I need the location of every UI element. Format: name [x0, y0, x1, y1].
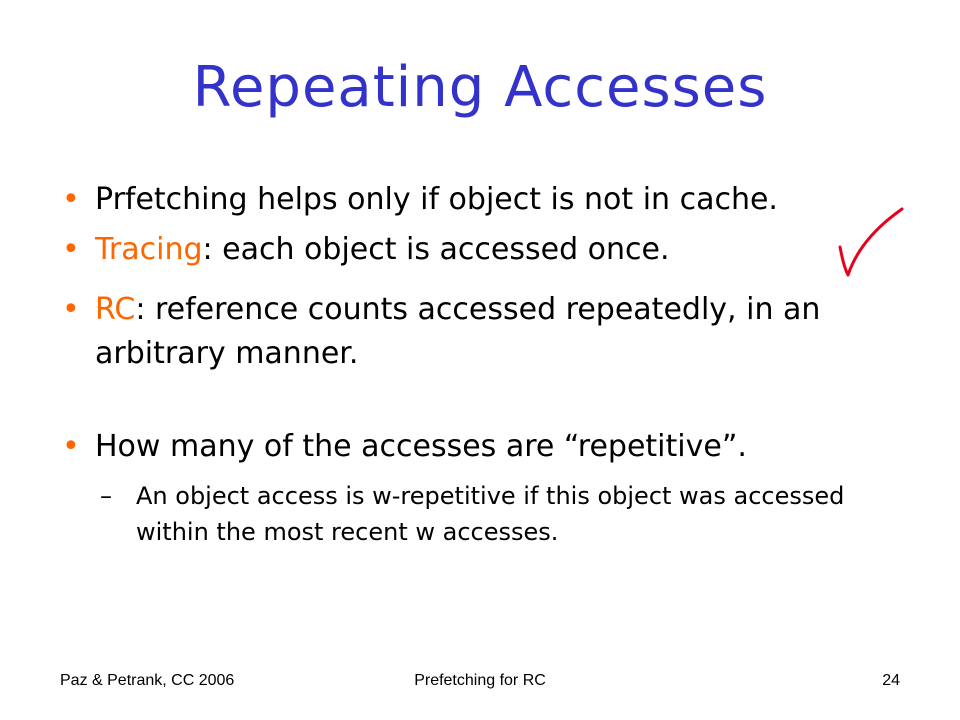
bullet-item [62, 228, 912, 272]
bullet-keyword: RC [95, 292, 136, 327]
bullet-text-body: Prfetching helps only if object is not in cache. [95, 182, 778, 217]
footer-author: Paz & Petrank, CC 2006 [60, 672, 235, 689]
bullet-item [62, 288, 912, 376]
bullet-text-body: : reference counts accessed repeatedly, in an arbitrary manner. [95, 292, 821, 371]
checkmark-icon [832, 205, 912, 280]
bullet-text-body: : each object is accessed once. [202, 232, 670, 267]
footer-title: Prefetching for RC [414, 672, 546, 689]
sub-bullet-marker: – [100, 482, 112, 510]
bullet-marker: • [62, 232, 80, 267]
slide-title: Repeating Accesses [192, 55, 768, 120]
bullet-marker: • [62, 182, 80, 217]
bullet-text [95, 425, 912, 469]
sub-bullet-text: An object access is w-repetitive if this object was accessed within the most recent w accesses. [136, 482, 845, 546]
sub-bullet-item [100, 478, 910, 550]
bullet-text [95, 288, 912, 376]
bullet-marker: • [62, 292, 80, 327]
bullet-text-body: How many of the accesses are “repetitive”. [95, 429, 747, 464]
bullet-item [62, 425, 912, 469]
footer-page-number: 24 [882, 672, 900, 689]
bullet-item [62, 178, 912, 222]
bullet-marker: • [62, 429, 80, 464]
bullet-text [95, 178, 912, 222]
bullet-text [95, 228, 912, 272]
bullet-keyword: Tracing [95, 232, 203, 267]
